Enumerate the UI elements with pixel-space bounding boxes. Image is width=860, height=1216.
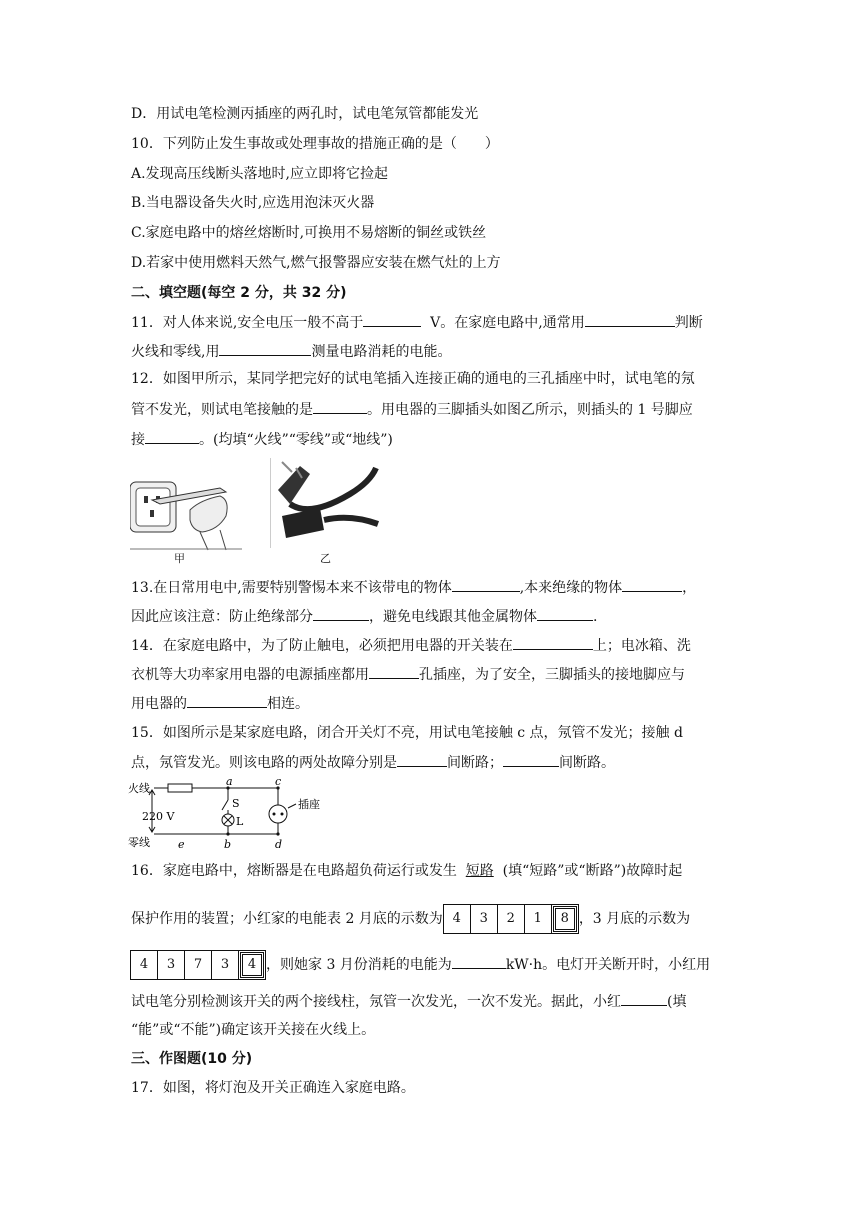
blank[interactable]: [145, 429, 199, 444]
q10-option-b: B.当电器设备失火时,应选用泡沫灭火器: [131, 195, 375, 211]
q14-text: 上；电冰箱、洗: [592, 638, 691, 654]
question-10: 10．下列防止发生事故或处理事故的措施正确的是（ ）: [131, 136, 499, 152]
blank[interactable]: [313, 606, 369, 621]
meter-digit: 3: [158, 951, 185, 979]
point-a-label: a: [226, 778, 233, 788]
question-11-line2: [131, 341, 451, 362]
fuse-icon: [168, 784, 192, 792]
q10-option-c: C.家庭电路中的熔丝熔断时,可换用不易熔断的铜丝或铁丝: [131, 225, 487, 241]
section-3-heading: 三、作图题(10 分): [131, 1051, 253, 1067]
question-12-line2: [131, 399, 693, 420]
meter-digit: 1: [525, 905, 552, 933]
blank[interactable]: [313, 399, 367, 414]
q16-text: 16．家庭电路中，熔断器是在电路超负荷运行或发生: [131, 863, 457, 879]
meter-digit: 4: [131, 951, 158, 979]
blank[interactable]: [503, 752, 559, 767]
point-c-label: c: [275, 778, 282, 788]
question-16-line5: “能”或“不能”)确定该开关接在火线上。: [131, 1022, 376, 1038]
q16-text: kW·h。电灯开关断开时，小红用: [505, 957, 711, 973]
question-14-line2: [131, 664, 685, 685]
blank[interactable]: [621, 991, 667, 1006]
q15-text: 间断路。: [559, 755, 615, 771]
q12-text: 接: [131, 432, 145, 448]
meter-decimal-digit: 4: [240, 952, 264, 978]
q10-option-a: A.发现高压线断头落地时,应立即将它捡起: [131, 166, 389, 182]
q15-text: 点，氖管发光。则该电路的两处故障分别是: [131, 755, 397, 771]
question-16-line1: [131, 861, 682, 881]
q11-text: 火线和零线,用: [131, 344, 220, 360]
q16-text: 保护作用的装置；小红家的电能表 2 月底的示数为: [131, 911, 443, 927]
q12-text: 管不发光，则试电笔接触的是: [131, 402, 313, 418]
q13-text: 因此应该注意：防止绝缘部分: [131, 609, 313, 625]
meter-mar: [130, 950, 266, 980]
q12-text: 。(均填“火线”“零线”或“地线”): [199, 432, 393, 448]
q14-text: 相连。: [267, 696, 309, 712]
fig-caption-jia: 甲: [174, 552, 185, 565]
blank[interactable]: [622, 577, 682, 592]
meter-feb: [443, 904, 579, 934]
socket-tester-figure: [130, 470, 242, 552]
q16-text: (填: [667, 994, 687, 1010]
section-2-heading: 二、填空题(每空 2 分，共 32 分): [131, 285, 347, 301]
q11-text: 测量电路消耗的电能。: [311, 344, 452, 360]
switch-label: S: [232, 797, 240, 810]
neutral-wire-label: 零线: [128, 836, 150, 849]
q11-text: 11．对人体来说,安全电压一般不高于: [131, 315, 364, 331]
q16-text: ，3 月底的示数为: [578, 911, 691, 927]
socket-icon: [269, 805, 287, 823]
q11-text: V。在家庭电路中,通常用: [430, 315, 585, 331]
q13-text: ，避免电线跟其他金属物体: [369, 609, 537, 625]
meter-digit: 7: [185, 951, 212, 979]
blank[interactable]: [187, 693, 267, 708]
blank[interactable]: [513, 635, 593, 650]
socket-label: 插座: [298, 798, 320, 811]
blank[interactable]: [397, 752, 447, 767]
question-11-line1: [131, 312, 703, 333]
question-14-line1: [131, 635, 691, 656]
q14-text: 14．在家庭电路中，为了防止触电，必须把用电器的开关装在: [131, 638, 513, 654]
q16-text: ，则她家 3 月份消耗的电能为: [266, 957, 452, 973]
meter-digit: 4: [444, 905, 471, 933]
point-d-label: d: [275, 838, 283, 851]
meter-digit: 2: [498, 905, 525, 933]
blank[interactable]: [219, 341, 311, 356]
question-12-line3: [131, 429, 393, 450]
blank[interactable]: [369, 664, 419, 679]
blank[interactable]: [452, 954, 506, 969]
q16-text: (填“短路”或“断路”)故障时起: [502, 863, 683, 879]
question-16-line4: [131, 991, 686, 1012]
live-wire-label: 火线: [128, 782, 150, 795]
q16-text: 试电笔分别检测该开关的两个接线柱，氖管一次发光，一次不发光。据此，小红: [131, 994, 621, 1010]
question-15-line1: 15．如图所示是某家庭电路，闭合开关灯不亮，用试电笔接触 c 点，氖管不发光；接触 d: [131, 725, 683, 741]
circuit-diagram: [128, 778, 338, 852]
voltage-label: 220 V: [142, 810, 175, 823]
lamp-label: L: [236, 815, 244, 828]
meter-digit: 3: [471, 905, 498, 933]
q13-text: ，: [682, 580, 697, 596]
q13-text: .: [593, 609, 598, 625]
fig-caption-yi: 乙: [320, 552, 331, 565]
question-13-line1: [131, 577, 696, 598]
question-16-line3: [130, 950, 710, 980]
q12-text: 。用电器的三脚插头如图乙所示，则插头的 1 号脚应: [367, 402, 693, 418]
blank[interactable]: [585, 312, 675, 327]
question-17: 17．如图，将灯泡及开关正确连入家庭电路。: [131, 1080, 415, 1096]
q14-text: 用电器的: [131, 696, 187, 712]
meter-digit: 3: [212, 951, 239, 979]
point-e-label: e: [178, 838, 185, 851]
question-15-line2: [131, 752, 615, 773]
q14-text: 衣机等大功率家用电器的电源插座都用: [131, 667, 369, 683]
blank[interactable]: [537, 606, 593, 621]
q16-answer: 短路: [465, 863, 494, 879]
blank[interactable]: [452, 577, 520, 592]
point-b-label: b: [224, 838, 232, 851]
switch-icon: [222, 800, 228, 810]
blank[interactable]: [363, 312, 421, 327]
question-12-line1: 12．如图甲所示，某同学把完好的试电笔插入连接正确的通电的三孔插座中时，试电笔的氖: [131, 371, 695, 387]
three-pin-plug-figure: [270, 458, 382, 548]
q13-text: 13.在日常用电中,需要特别警惕本来不该带电的物体: [131, 580, 452, 596]
meter-decimal-digit: 8: [553, 906, 577, 932]
q11-text: 判断: [674, 315, 703, 331]
q13-text: ,本来绝缘的物体: [519, 580, 623, 596]
q10-option-d: D.若家中使用燃料天然气,燃气报警器应安装在燃气灶的上方: [131, 255, 501, 271]
question-14-line3: [131, 693, 309, 714]
question-13-line2: [131, 606, 597, 627]
q15-text: 间断路；: [447, 755, 503, 771]
q14-text: 孔插座，为了安全，三脚插头的接地脚应与: [419, 667, 685, 683]
option-d-q9: D．用试电笔检测丙插座的两孔时，试电笔氖管都能发光: [131, 106, 479, 122]
question-16-line2: [131, 904, 690, 934]
